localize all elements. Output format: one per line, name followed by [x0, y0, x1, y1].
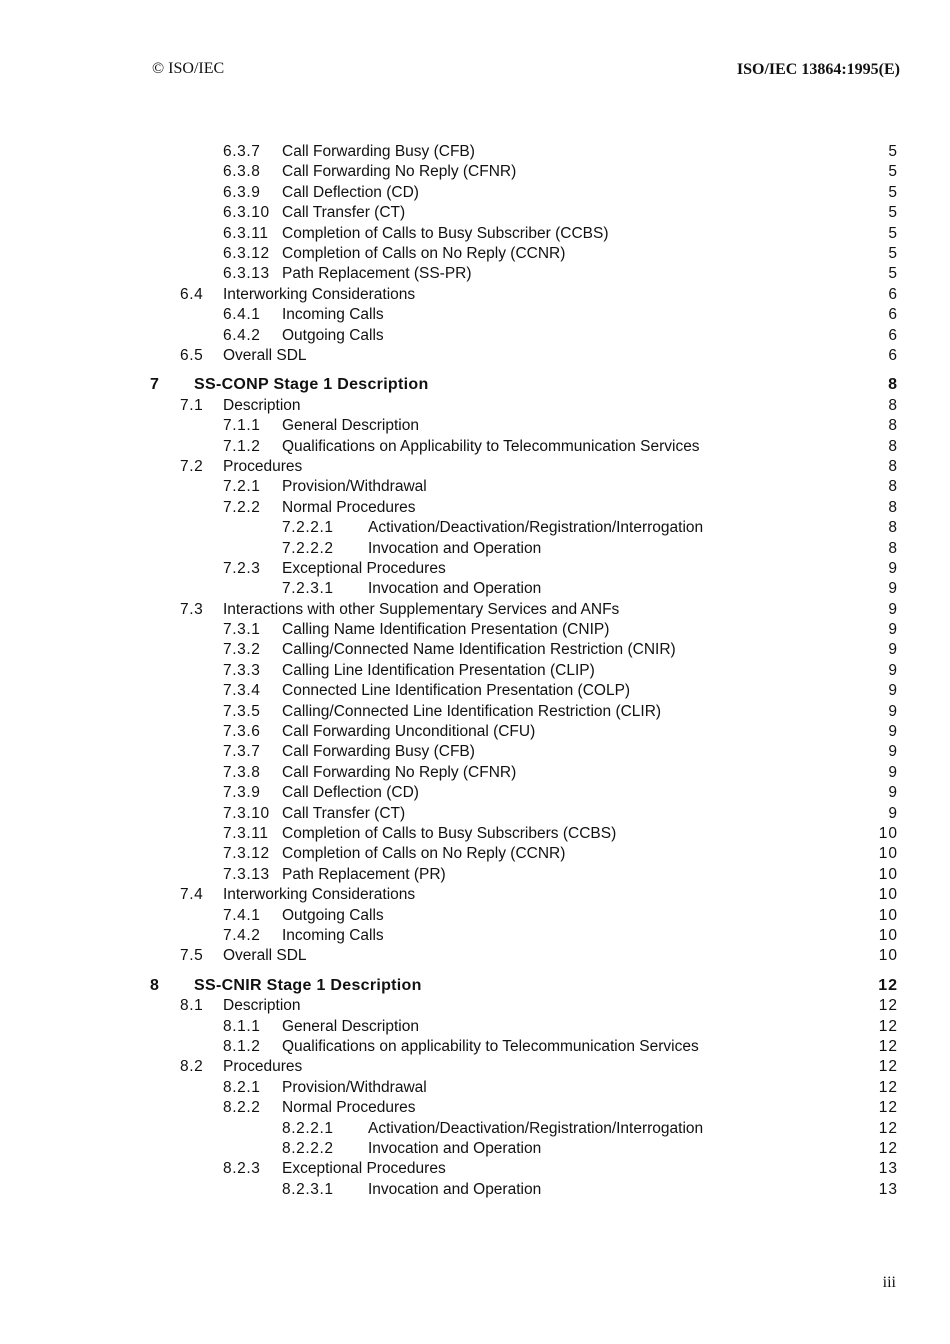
- toc-section-number: 6.3.11: [223, 224, 269, 242]
- toc-row: [0, 885, 950, 905]
- toc-page-number: 5: [888, 163, 898, 181]
- toc-page-number: 6: [888, 285, 898, 303]
- toc-row: [0, 326, 950, 346]
- toc-page-number: 10: [878, 926, 898, 944]
- toc-page-number: 10: [878, 886, 898, 904]
- toc-section-title: Calling/Connected Name Identification Restriction (CNIR): [282, 641, 676, 659]
- toc-section-title: Interworking Considerations: [223, 285, 416, 303]
- toc-page-number: 12: [878, 976, 898, 994]
- toc-row: [0, 702, 950, 722]
- toc-row: [0, 579, 950, 599]
- toc-row: [0, 224, 950, 244]
- toc-page-number: 8: [888, 376, 898, 394]
- toc-page-number: 9: [888, 621, 898, 639]
- toc-section-number: 7.1.2: [223, 437, 261, 455]
- toc-row: [0, 457, 950, 477]
- toc-section-number: 7.2.2.2: [282, 539, 334, 557]
- toc-section-title: Call Transfer (CT): [282, 204, 406, 222]
- toc-section-title: Call Transfer (CT): [282, 804, 406, 822]
- toc-section-number: 8.1.1: [223, 1017, 261, 1035]
- toc-section-title: Calling Name Identification Presentation (CNIP): [282, 621, 610, 639]
- toc-section-number: 7.3.11: [223, 825, 269, 842]
- toc-section-number: 7.3.2: [223, 641, 261, 659]
- toc-row: [0, 498, 950, 518]
- toc-row: [0, 722, 950, 742]
- toc-section-number: 7.1.1: [223, 417, 261, 435]
- toc-section-number: 7.4.1: [223, 906, 261, 924]
- toc-section-number: 8.2: [180, 1058, 204, 1076]
- toc-section-number: 6.5: [180, 346, 204, 364]
- toc-section-number: 7.2: [180, 457, 204, 475]
- toc-section-number: 8.1: [180, 997, 204, 1015]
- toc-row: [0, 1037, 950, 1057]
- toc-page-number: 8: [888, 498, 898, 516]
- toc-row: [0, 244, 950, 264]
- toc-row: [0, 559, 950, 579]
- toc-section-number: 7.3.7: [223, 743, 261, 761]
- toc-section-number: 8.2.3.1: [282, 1180, 334, 1198]
- toc-section-number: 8.2.3: [223, 1160, 261, 1178]
- toc-section-title: Exceptional Procedures: [282, 559, 446, 577]
- toc-page-number: 12: [878, 997, 898, 1015]
- toc-page-number: 5: [888, 183, 898, 201]
- toc-page-number: 9: [888, 804, 898, 822]
- toc-row: [0, 844, 950, 864]
- toc-section-number: 7.3.9: [223, 784, 261, 802]
- toc-row: [0, 437, 950, 457]
- toc-page-number: 9: [888, 682, 898, 700]
- toc-row: [0, 142, 950, 162]
- toc-section-title: Incoming Calls: [282, 306, 384, 324]
- toc-page-number: 12: [878, 1078, 898, 1096]
- header-standard-id: ISO/IEC 13864:1995(E): [736, 61, 900, 78]
- toc-page-number: 9: [888, 661, 898, 679]
- toc-row: [0, 518, 950, 538]
- toc-row: [0, 661, 950, 681]
- toc-section-number: 6.3.12: [223, 244, 270, 262]
- toc-row: [0, 183, 950, 203]
- toc-page-number: 5: [888, 265, 898, 283]
- toc-section-title: Call Forwarding Unconditional (CFU): [282, 723, 536, 741]
- toc-section-number: 7.3.4: [223, 682, 261, 700]
- toc-section-number: 7.2.3.1: [282, 580, 334, 598]
- toc-section-title: Activation/Deactivation/Registration/Interrogation: [368, 519, 704, 537]
- toc-section-number: 8: [150, 976, 160, 994]
- toc-section-number: 7.2.2: [223, 498, 261, 516]
- toc-section-title: Overall SDL: [223, 947, 307, 965]
- toc-row: [0, 396, 950, 416]
- toc-row: [0, 1139, 950, 1159]
- toc-section-title: Qualifications on applicability to Telecommunication Services: [282, 1038, 699, 1056]
- toc-section-title: Qualifications on Applicability to Telecommunication Services: [282, 437, 700, 455]
- toc-page-number: 9: [888, 559, 898, 577]
- toc-section-title: Provision/Withdrawal: [282, 478, 427, 496]
- toc-section-number: 7.2.2.1: [282, 519, 334, 537]
- toc-page-number: 8: [888, 519, 898, 537]
- toc-row: [0, 203, 950, 223]
- toc-section-number: 8.2.2.2: [282, 1139, 334, 1157]
- toc-section-title: Calling/Connected Line Identification Restriction (CLIR): [282, 702, 662, 720]
- toc-section-title: Call Forwarding No Reply (CFNR): [282, 763, 517, 781]
- toc-page-number: 12: [878, 1099, 898, 1117]
- toc-section-title: Call Deflection (CD): [282, 784, 419, 802]
- toc-chapter-row: [0, 374, 950, 396]
- toc-section-title: Calling Line Identification Presentation (CLIP): [282, 661, 595, 679]
- toc-page-number: 9: [888, 743, 898, 761]
- toc-row: [0, 346, 950, 366]
- toc-section-title: Completion of Calls to Busy Subscriber (CCBS): [282, 224, 609, 242]
- toc-chapter-row: [0, 975, 950, 997]
- toc-row: [0, 640, 950, 660]
- toc-row: [0, 906, 950, 926]
- toc-row: [0, 162, 950, 182]
- toc-page-number: 9: [888, 641, 898, 659]
- toc-section-title: Completion of Calls on No Reply (CCNR): [282, 845, 566, 863]
- toc-page-number: 10: [878, 865, 898, 883]
- toc-section-number: 7.5: [180, 947, 204, 965]
- toc-section-number: 6.3.13: [223, 265, 270, 283]
- toc-section-number: 8.2.2.1: [282, 1119, 334, 1137]
- toc-page-number: 9: [888, 580, 898, 598]
- toc-section-number: 6.4.1: [223, 306, 261, 324]
- toc-row: [0, 620, 950, 640]
- toc-section-title: Path Replacement (SS-PR): [282, 265, 472, 283]
- toc-section-title: Description: [223, 396, 301, 414]
- toc-row: [0, 600, 950, 620]
- toc-row: [0, 539, 950, 559]
- toc-page-number: 12: [878, 1119, 898, 1137]
- toc-row: [0, 264, 950, 284]
- table-of-contents: [0, 142, 950, 1200]
- toc-section-title: Incoming Calls: [282, 926, 384, 944]
- toc-page-number: 12: [878, 1058, 898, 1076]
- toc-page-number: 10: [878, 845, 898, 863]
- toc-section-title: Normal Procedures: [282, 498, 416, 516]
- toc-section-number: 7.3.10: [223, 804, 270, 822]
- toc-section-title: SS-CNIR Stage 1 Description: [194, 976, 422, 994]
- toc-section-title: Invocation and Operation: [368, 1139, 542, 1157]
- toc-row: [0, 783, 950, 803]
- toc-row: [0, 1180, 950, 1200]
- page-number: iii: [882, 1274, 896, 1291]
- toc-row: [0, 285, 950, 305]
- toc-section-title: Call Forwarding No Reply (CFNR): [282, 163, 517, 181]
- toc-row: [0, 681, 950, 701]
- toc-section-number: 7.4.2: [223, 926, 261, 944]
- toc-section-title: Procedures: [223, 1058, 303, 1076]
- toc-section-number: 6.3.9: [223, 183, 261, 201]
- toc-section-title: Interworking Considerations: [223, 886, 416, 904]
- toc-section-title: Completion of Calls on No Reply (CCNR): [282, 244, 566, 262]
- toc-section-title: Completion of Calls to Busy Subscribers (CCBS): [282, 825, 617, 842]
- toc-section-title: Invocation and Operation: [368, 580, 542, 598]
- toc-section-title: SS-CONP Stage 1 Description: [194, 376, 429, 394]
- header-copyright: © ISO/IEC: [152, 60, 225, 77]
- toc-section-title: Invocation and Operation: [368, 539, 542, 557]
- toc-section-number: 7.3.3: [223, 661, 261, 679]
- toc-page-number: 6: [888, 306, 898, 324]
- toc-page-number: 9: [888, 784, 898, 802]
- toc-row: [0, 305, 950, 325]
- toc-row: [0, 763, 950, 783]
- toc-page-number: 9: [888, 763, 898, 781]
- toc-section-title: Call Forwarding Busy (CFB): [282, 143, 475, 160]
- toc-page-number: 13: [878, 1160, 898, 1178]
- toc-section-title: Outgoing Calls: [282, 906, 384, 924]
- toc-row: [0, 926, 950, 946]
- toc-section-number: 8.1.2: [223, 1038, 261, 1056]
- toc-section-number: 6.3.8: [223, 163, 261, 181]
- toc-section-title: Procedures: [223, 457, 303, 475]
- toc-page-number: 8: [888, 396, 898, 414]
- toc-section-title: Interactions with other Supplementary Services and ANFs: [223, 600, 620, 618]
- toc-row: [0, 1098, 950, 1118]
- toc-row: [0, 946, 950, 966]
- toc-section-title: General Description: [282, 1017, 419, 1035]
- toc-page-number: 12: [878, 1139, 898, 1157]
- toc-section-title: Outgoing Calls: [282, 326, 384, 344]
- toc-page-number: 8: [888, 437, 898, 455]
- toc-row: [0, 865, 950, 885]
- toc-row: [0, 804, 950, 824]
- toc-section-number: 7.3.12: [223, 845, 270, 863]
- toc-section-number: 8.2.2: [223, 1099, 261, 1117]
- toc-section-title: Activation/Deactivation/Registration/Interrogation: [368, 1119, 704, 1137]
- toc-page-number: 6: [888, 326, 898, 344]
- toc-section-number: 8.2.1: [223, 1078, 261, 1096]
- toc-page-number: 5: [888, 143, 898, 160]
- toc-page-number: 9: [888, 600, 898, 618]
- toc-page-number: 12: [878, 1017, 898, 1035]
- toc-section-title: Normal Procedures: [282, 1099, 416, 1117]
- toc-section-title: Exceptional Procedures: [282, 1160, 446, 1178]
- toc-page-number: 13: [878, 1180, 898, 1198]
- toc-page-number: 5: [888, 224, 898, 242]
- toc-page-number: 8: [888, 457, 898, 475]
- toc-section-title: Invocation and Operation: [368, 1180, 542, 1198]
- toc-section-number: 6.3.10: [223, 204, 270, 222]
- toc-section-title: Call Forwarding Busy (CFB): [282, 743, 475, 761]
- toc-page-number: 9: [888, 723, 898, 741]
- toc-section-title: Path Replacement (PR): [282, 865, 446, 883]
- toc-section-number: 6.4.2: [223, 326, 261, 344]
- toc-section-number: 7.3.6: [223, 723, 261, 741]
- toc-section-number: 7.4: [180, 886, 204, 904]
- toc-row: [0, 742, 950, 762]
- toc-page-number: 10: [878, 906, 898, 924]
- toc-section-number: 7: [150, 376, 160, 394]
- toc-page-number: 10: [878, 825, 898, 842]
- toc-section-number: 7.3: [180, 600, 204, 618]
- toc-section-number: 6.4: [180, 285, 204, 303]
- toc-section-title: Overall SDL: [223, 346, 307, 364]
- toc-row: [0, 416, 950, 436]
- toc-page-number: 10: [878, 947, 898, 965]
- toc-page-number: 5: [888, 244, 898, 262]
- toc-page-number: 8: [888, 478, 898, 496]
- toc-section-number: 7.2.1: [223, 478, 261, 496]
- toc-page-number: 5: [888, 204, 898, 222]
- toc-section-number: 7.3.5: [223, 702, 261, 720]
- toc-section-number: 6.3.7: [223, 143, 261, 160]
- toc-page-number: 9: [888, 702, 898, 720]
- toc-section-number: 7.3.13: [223, 865, 270, 883]
- toc-row: [0, 824, 950, 844]
- toc-section-number: 7.1: [180, 396, 204, 414]
- toc-page-number: 6: [888, 346, 898, 364]
- toc-section-title: Call Deflection (CD): [282, 183, 419, 201]
- toc-row: [0, 1078, 950, 1098]
- toc-section-title: General Description: [282, 417, 419, 435]
- toc-section-number: 7.3.1: [223, 621, 261, 639]
- toc-page-number: 12: [878, 1038, 898, 1056]
- toc-row: [0, 477, 950, 497]
- toc-page-number: 8: [888, 417, 898, 435]
- toc-row: [0, 1119, 950, 1139]
- toc-row: [0, 1057, 950, 1077]
- toc-section-title: Connected Line Identification Presentation (COLP): [282, 682, 631, 700]
- toc-page-number: 8: [888, 539, 898, 557]
- toc-section-number: 7.3.8: [223, 763, 261, 781]
- toc-row: [0, 1017, 950, 1037]
- toc-row: [0, 1159, 950, 1179]
- toc-section-title: Provision/Withdrawal: [282, 1078, 427, 1096]
- toc-section-title: Description: [223, 997, 301, 1015]
- toc-section-number: 7.2.3: [223, 559, 261, 577]
- toc-row: [0, 996, 950, 1016]
